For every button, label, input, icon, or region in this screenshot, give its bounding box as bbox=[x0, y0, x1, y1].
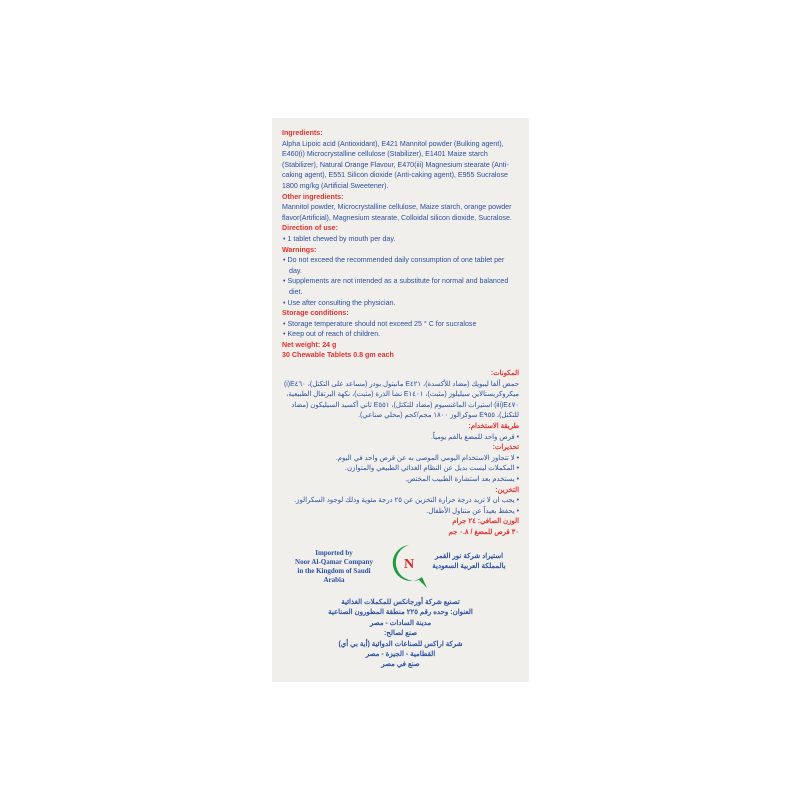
importer-line: Noor Al-Qamar Company bbox=[295, 558, 373, 566]
arabic-tablet-count: ٣٠ قرص للمضغ / ٠.٨ جم bbox=[448, 528, 519, 536]
arabic-direction-item: • قرص واحد للمضغ بالفم يومياً. bbox=[431, 433, 519, 441]
manufacturer-line: مدينة السادات - مصر bbox=[369, 619, 432, 627]
importer-line: Imported by bbox=[315, 549, 353, 557]
warnings-heading: Warnings: bbox=[282, 245, 317, 254]
storage-item: • Keep out of reach of children. bbox=[283, 330, 381, 339]
arabic-section bbox=[282, 369, 519, 539]
arabic-storage-heading: التخزين: bbox=[495, 486, 519, 494]
importer-english bbox=[294, 549, 374, 585]
tablet-count: 30 Chewable Tablets 0.8 gm each bbox=[282, 351, 394, 360]
arabic-warning-item: • المكملات ليست بديل عن النظام الغذائي الطبيعي والمتوازن. bbox=[345, 465, 519, 473]
importer-block bbox=[294, 542, 509, 592]
arabic-warning-item: • لا تتجاوز الاستخدام اليومي الموصى به عن قرص واحد في اليوم. bbox=[335, 454, 519, 462]
arabic-direction-heading: طريقة الاستخدام: bbox=[468, 423, 519, 431]
storage-heading: Storage conditions: bbox=[282, 309, 349, 318]
other-ingredients-text: Mannitol powder, Microcrystalline cellulose, Maize starch, orange powder flavor(Artificial), Magnesium stearate, Colloidal silicon dioxide, Sucralose. bbox=[282, 203, 512, 222]
ingredients-heading: Ingredients: bbox=[282, 129, 323, 137]
noor-al-qamar-logo bbox=[389, 542, 429, 590]
arabic-warning-item: • يستخدم بعد استشارة الطبيب المختص. bbox=[405, 476, 519, 483]
warning-item: • Do not exceed the recommended daily consumption of one tablet per day. bbox=[283, 256, 505, 275]
manufacturer-block bbox=[272, 598, 529, 671]
manufacturer-line: القطامية - الجيزة - مصر bbox=[365, 651, 436, 659]
ingredients-text: Alpha Lipoic acid (Antioxidant), E421 Mannitol powder (Bulking agent), E460(i) Microcrystalline cellulose (Stabilizer), E1401 Maize starch (Stabilizer), Natural Orange Flavour, E470(iii) Magnesium stearate (Anti-caking agent), E551 Silicon dioxide (Anti-caking agent), E955 Sucralose 1800 mg/kg (Artificial Sweetener). bbox=[282, 139, 509, 190]
net-weight: Net weight: 24 g bbox=[282, 340, 337, 349]
importer-arabic-line: استيراد شركة نور القمر bbox=[434, 553, 504, 560]
importer-line: in the Kingdom of Saudi Arabia bbox=[297, 567, 371, 584]
direction-heading: Direction of use: bbox=[282, 224, 338, 233]
warning-item: • Supplements are not intended as a substitute for normal and balanced diet. bbox=[283, 277, 509, 296]
manufacturer-line: العنوان: وحده رقم ٢٢٥ منطقة المطورون الصناعية bbox=[328, 609, 473, 617]
manufacturer-line: شركة اراكس للصناعات الدوائية (أية بي أي) bbox=[338, 640, 463, 648]
logo-letter-n: N bbox=[403, 557, 415, 572]
label-panel bbox=[272, 118, 529, 682]
arabic-ingredients-text: حمض ألفا ليبويك (مضاد للأكسدة)، E٤٢١ مانيتول بودر (مساعد على التكتل)، E٤٦٠(i) ميكروكريستالاين سيليلوز (مثبت)، E١٤٠١ نشا الذرة (مثبت)، نكهة البرتقال الطبيعية، E٤٧٠(iii) استيرات الماغنسيوم (مضاد للتكتل)، E٥٥١ ثاني أكسيد السيليكون (مضاد للتكتل)، E٩٥٥ سوكرالوز ١٨٠٠ مجم/كجم (محلي صناعي). bbox=[283, 380, 519, 420]
importer-arabic bbox=[429, 552, 509, 572]
other-ingredients-heading: Other ingredients: bbox=[282, 192, 344, 201]
english-section bbox=[282, 128, 519, 361]
warning-item: • Use after consulting the physician. bbox=[283, 298, 396, 307]
arabic-net-weight: الوزن الصافي: ٢٤ جرام bbox=[452, 518, 519, 526]
arabic-warnings-heading: تحذيرات: bbox=[492, 444, 519, 452]
manufacturer-line: تصنيع شركة أورجانكس للمكملات الغذائية bbox=[341, 599, 460, 606]
arabic-storage-item: • يجب ان لا تزيد درجة حرارة التخزين عن ٢٥ درجة مئوية وذلك لوجود السكرالوز. bbox=[294, 497, 519, 505]
manufacturer-line: صنع في مصر bbox=[381, 661, 420, 669]
importer-arabic-line: بالمملكة العربية السعودية bbox=[432, 563, 506, 570]
storage-item: • Storage temperature should not exceed 25 ° C for sucralose bbox=[283, 319, 477, 328]
arabic-storage-item: • يحفظ بعيداً عن متناول الأطفال. bbox=[426, 507, 519, 515]
arabic-ingredients-heading: المكونات: bbox=[490, 370, 519, 378]
direction-item: • 1 tablet chewed by mouth per day. bbox=[283, 234, 396, 243]
manufacturer-line: صنع لصالح: bbox=[383, 630, 418, 638]
